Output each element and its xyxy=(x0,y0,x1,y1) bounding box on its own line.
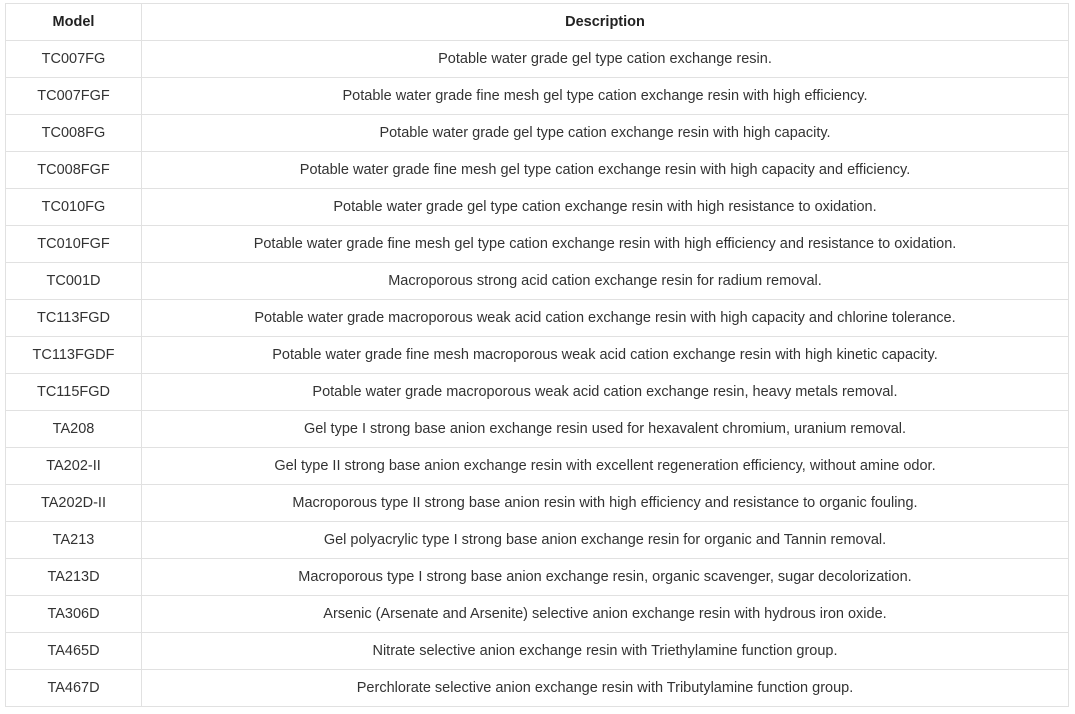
model-cell: TA467D xyxy=(6,670,142,707)
table-row xyxy=(6,522,1069,559)
table-row xyxy=(6,337,1069,374)
resin-table-container xyxy=(5,3,1068,707)
description-cell: Potable water grade fine mesh gel type cation exchange resin with high capacity and efficiency. xyxy=(142,152,1069,189)
column-header-description: Description xyxy=(142,4,1069,41)
model-cell: TC010FGF xyxy=(6,226,142,263)
table-row xyxy=(6,559,1069,596)
description-cell: Potable water grade fine mesh gel type cation exchange resin with high efficiency. xyxy=(142,78,1069,115)
model-cell: TA213 xyxy=(6,522,142,559)
description-cell: Gel type I strong base anion exchange resin used for hexavalent chromium, uranium removal. xyxy=(142,411,1069,448)
table-row xyxy=(6,41,1069,78)
table-row xyxy=(6,226,1069,263)
table-row xyxy=(6,152,1069,189)
description-cell: Potable water grade fine mesh gel type cation exchange resin with high efficiency and resistance to oxidation. xyxy=(142,226,1069,263)
table-row xyxy=(6,633,1069,670)
table-row xyxy=(6,485,1069,522)
description-cell: Gel polyacrylic type I strong base anion exchange resin for organic and Tannin removal. xyxy=(142,522,1069,559)
model-cell: TC007FG xyxy=(6,41,142,78)
table-row xyxy=(6,596,1069,633)
description-cell: Macroporous type I strong base anion exchange resin, organic scavenger, sugar decolorization. xyxy=(142,559,1069,596)
description-cell: Macroporous type II strong base anion resin with high efficiency and resistance to organic fouling. xyxy=(142,485,1069,522)
table-row xyxy=(6,263,1069,300)
model-cell: TC001D xyxy=(6,263,142,300)
table-row xyxy=(6,411,1069,448)
description-cell: Macroporous strong acid cation exchange resin for radium removal. xyxy=(142,263,1069,300)
model-cell: TA306D xyxy=(6,596,142,633)
model-cell: TC008FG xyxy=(6,115,142,152)
table-row xyxy=(6,300,1069,337)
table-header xyxy=(6,4,1069,41)
table-row xyxy=(6,448,1069,485)
model-cell: TA213D xyxy=(6,559,142,596)
description-cell: Nitrate selective anion exchange resin with Triethylamine function group. xyxy=(142,633,1069,670)
description-cell: Potable water grade gel type cation exchange resin. xyxy=(142,41,1069,78)
model-cell: TA465D xyxy=(6,633,142,670)
description-cell: Arsenic (Arsenate and Arsenite) selective anion exchange resin with hydrous iron oxide. xyxy=(142,596,1069,633)
model-cell: TA202-II xyxy=(6,448,142,485)
table-row xyxy=(6,670,1069,707)
description-cell: Perchlorate selective anion exchange resin with Tributylamine function group. xyxy=(142,670,1069,707)
description-cell: Potable water grade macroporous weak acid cation exchange resin, heavy metals removal. xyxy=(142,374,1069,411)
table-row xyxy=(6,78,1069,115)
description-cell: Potable water grade macroporous weak acid cation exchange resin with high capacity and chlorine tolerance. xyxy=(142,300,1069,337)
model-cell: TC008FGF xyxy=(6,152,142,189)
model-cell: TC115FGD xyxy=(6,374,142,411)
description-cell: Potable water grade fine mesh macroporous weak acid cation exchange resin with high kinetic capacity. xyxy=(142,337,1069,374)
description-cell: Potable water grade gel type cation exchange resin with high resistance to oxidation. xyxy=(142,189,1069,226)
table-body xyxy=(6,41,1069,707)
model-cell: TC113FGDF xyxy=(6,337,142,374)
model-cell: TC010FG xyxy=(6,189,142,226)
resin-table xyxy=(5,3,1069,707)
header-row xyxy=(6,4,1069,41)
model-cell: TC113FGD xyxy=(6,300,142,337)
description-cell: Potable water grade gel type cation exchange resin with high capacity. xyxy=(142,115,1069,152)
model-cell: TA202D-II xyxy=(6,485,142,522)
model-cell: TA208 xyxy=(6,411,142,448)
model-cell: TC007FGF xyxy=(6,78,142,115)
description-cell: Gel type II strong base anion exchange resin with excellent regeneration efficiency, without amine odor. xyxy=(142,448,1069,485)
column-header-model: Model xyxy=(6,4,142,41)
table-row xyxy=(6,189,1069,226)
table-row xyxy=(6,374,1069,411)
table-row xyxy=(6,115,1069,152)
